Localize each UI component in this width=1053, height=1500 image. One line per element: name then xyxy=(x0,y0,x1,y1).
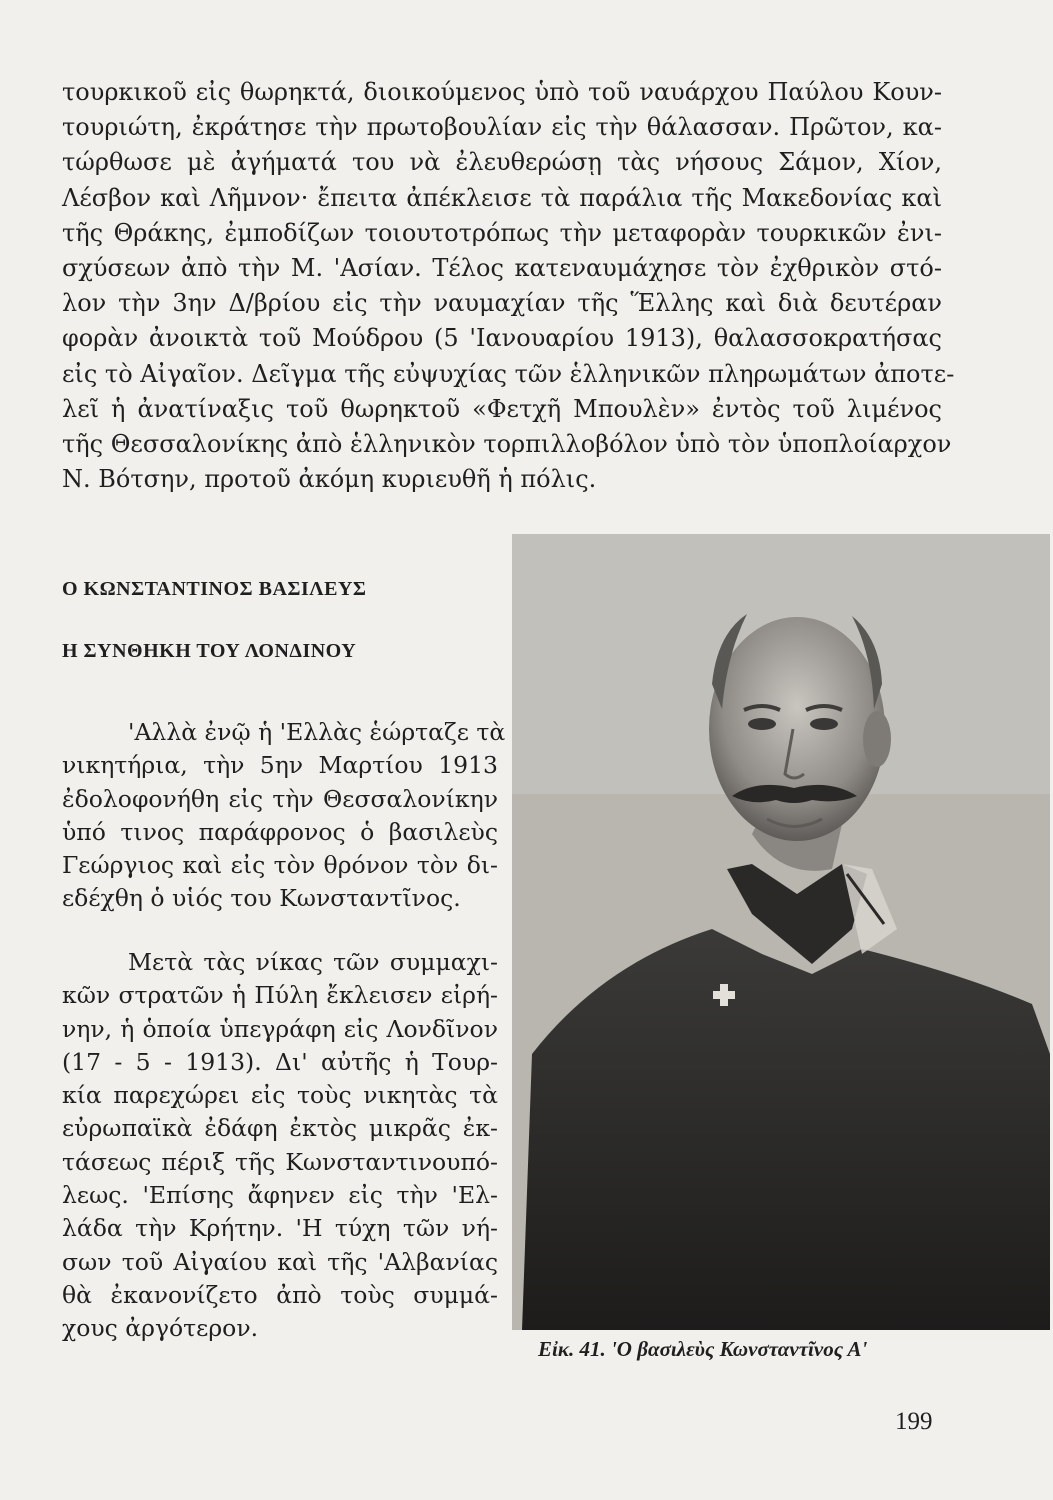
text-line: τουριώτη, ἐκράτησε τὴν πρωτοβουλίαν εἰς τὴν θάλασσαν. Πρῶτον, κα- xyxy=(62,113,942,142)
text-line: σων τοῦ Αἰγαίου καὶ τῆς 'Αλβανίας xyxy=(62,1247,498,1276)
text-line: Μετὰ τὰς νίκας τῶν συμμαχι- xyxy=(128,948,498,976)
text-line: ὑπό τινος παράφρονος ὁ βασιλεὺς xyxy=(62,817,498,846)
text-line: κῶν στρατῶν ἡ Πύλη ἔκλεισεν εἰρή- xyxy=(62,981,498,1010)
portrait-illustration xyxy=(512,534,1050,1330)
subsection-title: Η ΣΥΝΘΗΚΗ ΤΟΥ ΛΟΝΔΙΝΟΥ xyxy=(62,640,357,662)
text-line: 'Αλλὰ ἐνῷ ἡ 'Ελλὰς ἑώρταζε τὰ xyxy=(128,718,506,746)
text-line: Λέσβον καὶ Λῆμνον· ἔπειτα ἀπέκλεισε τὰ παράλια τῆς Μακεδονίας καὶ xyxy=(62,183,942,212)
text-line: λον τὴν 3ην Δ/βρίου εἰς τὴν ναυμαχίαν τῆς Ἕλλης καὶ διὰ δευτέραν xyxy=(62,289,942,318)
text-line: νην, ἡ ὁποία ὑπεγράφη εἰς Λονδῖνον xyxy=(62,1014,498,1043)
text-line: τάσεως πέριξ τῆς Κωνσταντινουπό- xyxy=(62,1147,498,1176)
paragraph-left-1 xyxy=(62,716,506,916)
text-line: σχύσεων ἀπὸ τὴν Μ. 'Ασίαν. Τέλος κατεναυμάχησε τὸν ἐχθρικὸν στό- xyxy=(62,254,942,283)
text-line: Ν. Βότσην, προτοῦ ἀκόμη κυριευθῆ ἡ πόλις. xyxy=(62,465,597,494)
text-line: ἐδολοφονήθη εἰς τὴν Θεσσαλονίκην xyxy=(62,784,498,813)
figure-caption: Εἰκ. 41. 'Ο βασιλεὺς Κωνσταντῖνος Α' xyxy=(538,1337,868,1361)
section-title: Ο ΚΩΝΣΤΑΝΤΙΝΟΣ ΒΑΣΙΛΕΥΣ xyxy=(62,578,367,600)
text-line: λάδα τὴν Κρήτην. 'Η τύχη τῶν νή- xyxy=(62,1214,498,1243)
paragraph-left-2 xyxy=(62,946,498,1346)
text-line: Γεώργιος καὶ εἰς τὸν θρόνον τὸν δι- xyxy=(62,851,498,880)
text-line: εἰς τὸ Αἰγαῖον. Δεῖγμα τῆς εὐψυχίας τῶν ἑλληνικῶν πληρωμάτων ἀποτε- xyxy=(62,359,955,388)
text-line: τώρθωσε μὲ ἀγήματά του νὰ ἐλευθερώσῃ τὰς νήσους Σάμον, Χίον, xyxy=(62,148,942,177)
text-line: λεῖ ἡ ἀνατίναξις τοῦ θωρηκτοῦ «Φετχῆ Μπουλὲν» ἐντὸς τοῦ λιμένος xyxy=(62,394,942,423)
text-line: (17 - 5 - 1913). Δι' αὐτῆς ἡ Τουρ- xyxy=(62,1047,498,1076)
text-line: θὰ ἐκανονίζετο ἀπὸ τοὺς συμμά- xyxy=(62,1280,498,1309)
text-line: τουρκικοῦ εἰς θωρηκτά, διοικούμενος ὑπὸ τοῦ ναυάρχου Παύλου Κουν- xyxy=(62,78,942,106)
text-line: χους ἀργότερον. xyxy=(62,1314,259,1343)
text-line: νικητήρια, τὴν 5ην Μαρτίου 1913 xyxy=(62,751,498,780)
text-line: κία παρεχώρει εἰς τοὺς νικητὰς τὰ xyxy=(62,1081,498,1110)
top-paragraph xyxy=(62,75,955,497)
text-line: τῆς Θεσσαλονίκης ἀπὸ ἑλληνικὸν τορπιλλοβόλον ὑπὸ τὸν ὑποπλοίαρχον xyxy=(62,430,952,459)
text-line: εδέχθη ὁ υἱός του Κωνσταντῖνος. xyxy=(62,884,461,913)
page-number: 199 xyxy=(895,1408,933,1435)
text-line: λεως. 'Επίσης ἄφηνεν εἰς τὴν 'Ελ- xyxy=(62,1181,498,1210)
text-line: τῆς Θράκης, ἐμποδίζων τοιουτοτρόπως τὴν μεταφορὰν τουρκικῶν ἐνι- xyxy=(62,218,942,247)
text-line: φορὰν ἀνοικτὰ τοῦ Μούδρου (5 'Ιανουαρίου 1913), θαλασσοκρατήσας xyxy=(62,324,942,353)
portrait-photo xyxy=(512,534,1050,1330)
text-line: εὐρωπαϊκὰ ἐδάφη ἐκτὸς μικρᾶς ἐκ- xyxy=(62,1114,498,1143)
